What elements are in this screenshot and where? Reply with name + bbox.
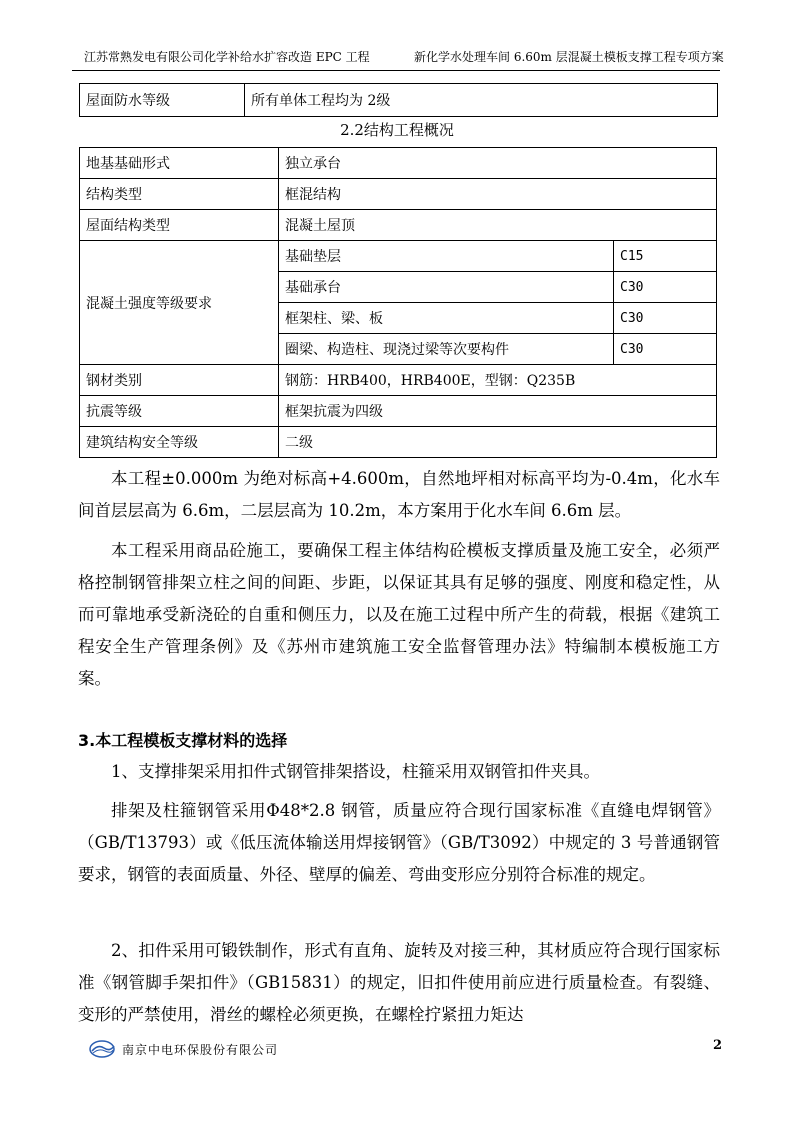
concrete-grade: C30 <box>614 334 717 365</box>
table-cell-label: 建筑结构安全等级 <box>80 427 279 458</box>
paragraph-item-1: 1、支撑排架采用扣件式钢管排架搭设，柱箍采用双钢管扣件夹具。 <box>111 762 600 781</box>
paragraph-elevation: 本工程±0.000m 为绝对标高+4.600m，自然地坪相对标高平均为-0.4m，化水车间首层层高为 6.6m，二层层高为 10.2m，本方案用于化水车间 6.6m 层。 <box>78 469 720 520</box>
table-cell-value: 混凝土屋顶 <box>279 210 717 241</box>
table-cell-label: 地基基础形式 <box>80 148 279 179</box>
concrete-part: 框架柱、梁、板 <box>279 303 614 334</box>
concrete-grade: C30 <box>614 272 717 303</box>
table-cell-value: 框混结构 <box>279 179 717 210</box>
header-divider <box>72 70 720 71</box>
table-cell-value: 框架抗震为四级 <box>279 396 717 427</box>
table-row <box>80 210 717 241</box>
footer-company-name: 南京中电环保股份有限公司 <box>122 1043 279 1057</box>
table-cell-value: 独立承台 <box>279 148 717 179</box>
page-number: 2 <box>712 1038 722 1053</box>
concrete-part: 基础承台 <box>279 272 614 303</box>
table-cell-label: 抗震等级 <box>80 396 279 427</box>
section-caption: 2.2结构工程概况 <box>340 121 454 139</box>
concrete-grade: C30 <box>614 303 717 334</box>
concrete-part: 基础垫层 <box>279 241 614 272</box>
header-project-name: 江苏常熟发电有限公司化学补给水扩容改造 EPC 工程 <box>84 50 370 64</box>
table-cell-label: 结构类型 <box>80 179 279 210</box>
table-row <box>80 84 718 117</box>
header-document-title: 新化学水处理车间 6.60m 层混凝土模板支撑工程专项方案 <box>414 50 724 64</box>
table-row <box>80 179 717 210</box>
concrete-grade: C15 <box>614 241 717 272</box>
concrete-grade-label: 混凝土强度等级要求 <box>80 241 279 365</box>
table-row <box>80 365 717 396</box>
roof-waterproof-table <box>79 83 718 117</box>
table-row <box>80 148 717 179</box>
section-heading-3: 3.本工程模板支撑材料的选择 <box>78 731 288 750</box>
paragraph-item-2: 2、扣件采用可锻铁制作，形式有直角、旋转及对接三种，其材质应符合现行国家标准《钢管脚手架扣件》（GB15831）的规定，旧扣件使用前应进行质量检查。有裂缝、变形的严禁使用，滑丝的螺栓必须更换，在螺栓拧紧扭力矩达 <box>78 941 720 1024</box>
concrete-part: 圈梁、构造柱、现浇过梁等次要构件 <box>279 334 614 365</box>
page-footer <box>88 1038 728 1060</box>
paragraph-steel-pipe: 排架及柱箍钢管采用Φ48*2.8 钢管，质量应符合现行国家标准《直缝电焊钢管》（GB/T13793）或《低压流体输送用焊接钢管》（GB/T3092）中规定的 3 号普通钢管要求，钢管的表面质量、外径、壁厚的偏差、弯曲变形应分别符合标准的规定。 <box>78 801 720 884</box>
table-row <box>80 396 717 427</box>
table-cell-value: 钢筋：HRB400，HRB400E，型钢：Q235B <box>279 365 717 396</box>
table-cell-value: 二级 <box>279 427 717 458</box>
table-cell-label: 屋面结构类型 <box>80 210 279 241</box>
structure-overview-table <box>79 147 717 458</box>
table-row <box>80 427 717 458</box>
paragraph-construction-intro: 本工程采用商品砼施工，要确保工程主体结构砼模板支撑质量及施工安全，必须严格控制钢管排架立柱之间的间距、步距，以保证其具有足够的强度、刚度和稳定性，从而可靠地承受新浇砼的自重和侧压力，以及在施工过程中所产生的荷载，根据《建筑工程安全生产管理条例》及《苏州市建筑施工安全监督管理办法》特编制本模板施工方案。 <box>78 541 720 688</box>
table-row <box>80 241 717 272</box>
table-cell-label: 钢材类别 <box>80 365 279 396</box>
table-cell-label: 屋面防水等级 <box>80 84 245 117</box>
table-cell-value: 所有单体工程均为 2级 <box>245 84 718 117</box>
company-logo-icon <box>88 1040 116 1058</box>
